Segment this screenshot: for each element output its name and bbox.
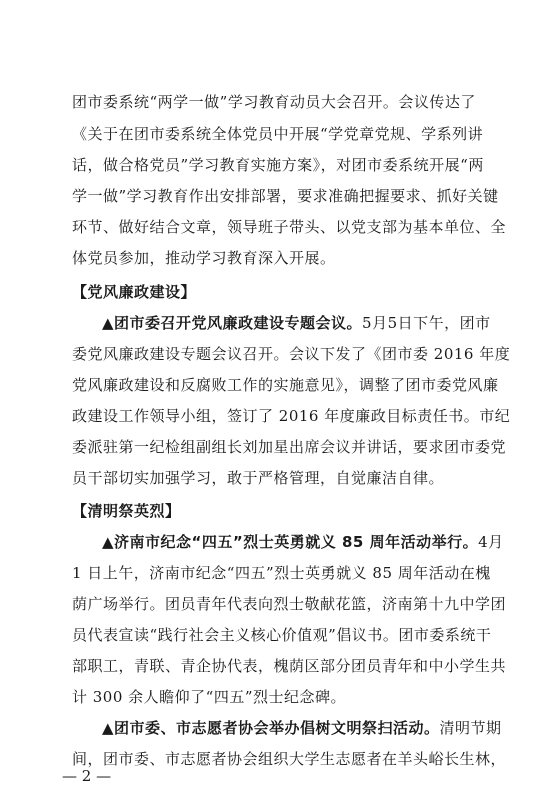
qingming-item1-title: ▲济南市纪念“四五”烈士英勇就义 85 周年活动举行。	[102, 533, 479, 551]
intro-line: 团市委系统“两学一做”学习教育动员大会召开。会议传达了	[72, 93, 476, 111]
qingming-item1-line: 计 300 余人瞻仰了“四五”烈士纪念碑。	[72, 688, 347, 706]
dangfeng-line: 委派驻第一纪检组副组长刘加星出席会议并讲话，要求团市委党	[72, 438, 507, 456]
dangfeng-line: 政建设工作领导小组，签订了 2016 年度廉政目标责任书。市纪	[72, 407, 511, 425]
intro-line: 《关于在团市委系统全体党员中开展“学党章党规、学系列讲	[72, 125, 484, 143]
dangfeng-line: 党风廉政建设和反腐败工作的实施意见》，调整了团市委党风廉	[72, 376, 499, 394]
dangfeng-item-title: ▲团市委召开党风廉政建设专题会议。	[102, 314, 363, 332]
qingming-item2-first-rest: 清明节期	[439, 719, 502, 737]
dangfeng-item-first-rest: 5月5日下午，团市	[362, 314, 491, 332]
qingming-item1-line: 荫广场举行。团员青年代表向烈士敬献花篮，济南第十九中学团	[72, 595, 507, 613]
section-heading-qingming: 【清明祭英烈】	[72, 502, 181, 520]
intro-line: 学一做”学习教育作出安排部署，要求准确把握要求、抓好关键	[72, 187, 499, 205]
section-heading-dangfeng: 【党风廉政建设】	[72, 283, 197, 301]
qingming-item1-line: 员代表宣读“践行社会主义核心价值观”倡议书。团市委系统干	[72, 626, 492, 644]
qingming-item1-line: 部职工，青联、青企协代表，槐荫区部分团员青年和中小学生共	[72, 657, 507, 675]
qingming-item1-first-line	[102, 532, 522, 552]
dangfeng-line: 委党风廉政建设专题会议召开。会议下发了《团市委 2016 年度	[72, 345, 511, 363]
dangfeng-line: 员干部切实加强学习，敢于严格管理，自觉廉洁自律。	[72, 469, 445, 487]
qingming-item1-first-rest: 4月	[478, 533, 504, 551]
qingming-item2-line: 间，团市委、市志愿者协会组织大学生志愿者在羊头峪长生林，	[72, 750, 507, 768]
intro-line: 体党员参加，推动学习教育深入开展。	[72, 249, 336, 267]
qingming-item2-first-line	[102, 718, 522, 738]
qingming-item2-title: ▲团市委、市志愿者协会举办倡树文明祭扫活动。	[102, 719, 440, 737]
intro-line: 环节、做好结合文章，领导班子带头、以党支部为基本单位、全	[72, 218, 507, 236]
dangfeng-item-first-line	[102, 313, 522, 333]
qingming-item1-line: 1 日上午，济南市纪念“四五”烈士英勇就义 85 周年活动在槐	[72, 564, 491, 582]
intro-line: 话，做合格党员”学习教育实施方案》，对团市委系统开展“两	[72, 156, 484, 174]
page-number: — 2 —	[62, 767, 112, 785]
